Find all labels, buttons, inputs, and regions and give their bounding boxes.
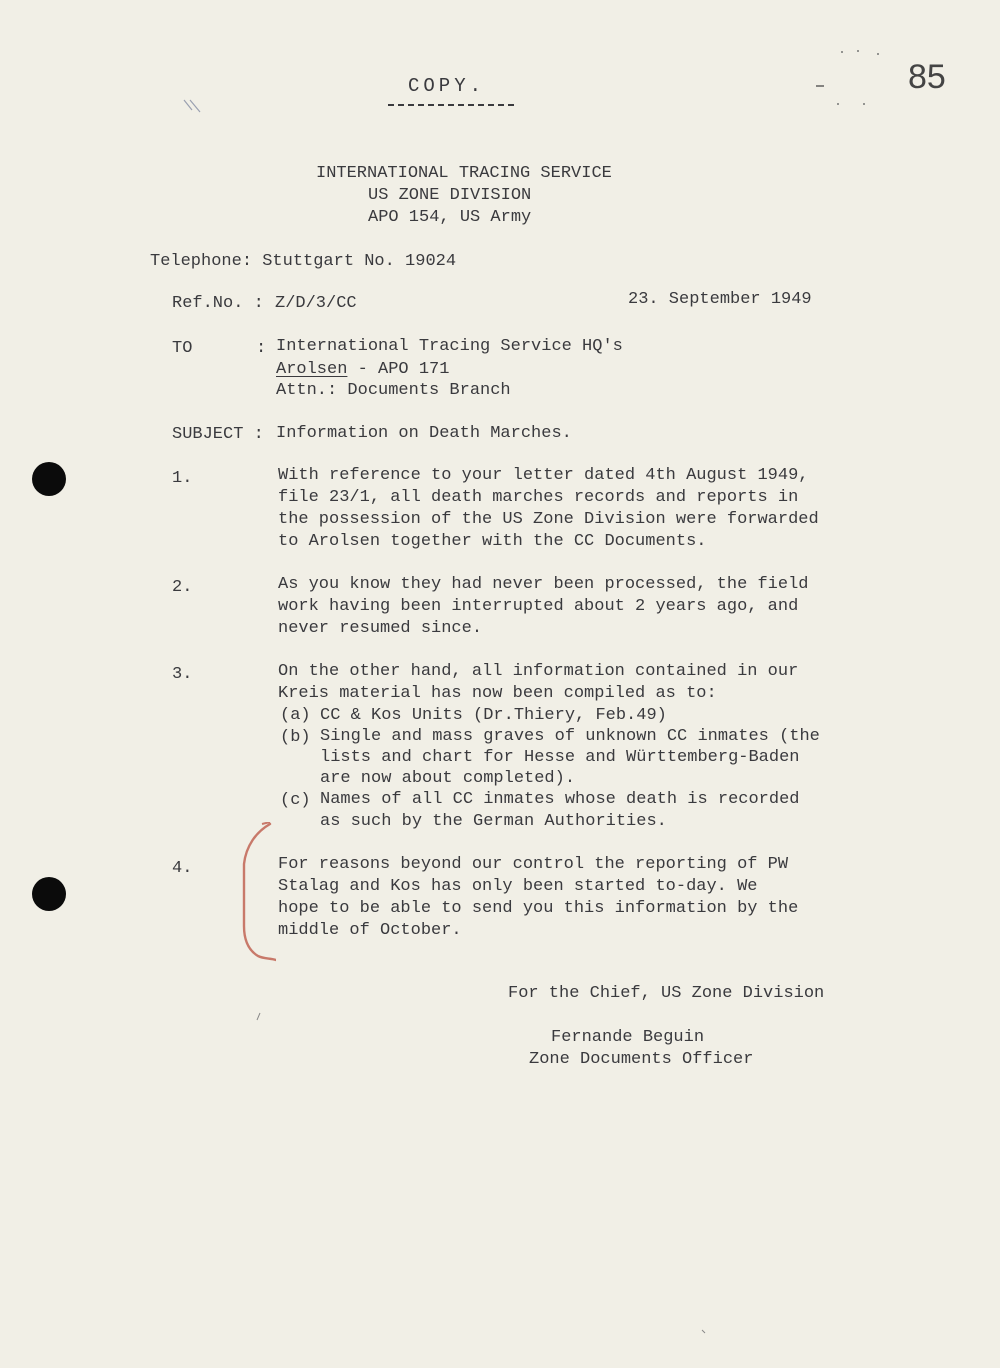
list-item-a-marker: (a) [280,706,311,725]
letter-date: 23. September 1949 [628,290,812,309]
subject-value: Information on Death Marches. [276,424,572,443]
list-item-a-line: CC & Kos Units (Dr.Thiery, Feb.49) [320,706,667,725]
to-attention: Attn.: Documents Branch [276,381,511,400]
paragraph-4-line: For reasons beyond our control the reporting of PW [278,855,789,874]
paragraph-4-line: Stalag and Kos has only been started to-day. We [278,877,758,896]
paragraph-2-line: work having been interrupted about 2 years ago, and [278,597,799,616]
ref-label: Ref.No. : [172,294,264,313]
paragraph-4-line: hope to be able to send you this information by the [278,899,799,918]
letterhead-line1: INTERNATIONAL TRACING SERVICE [316,164,612,183]
paragraph-1-line: the possession of the US Zone Division were forwarded [278,510,819,529]
list-item-c-line: Names of all CC inmates whose death is recorded [320,790,800,809]
paragraph-4-line: middle of October. [278,921,462,940]
list-item-b-marker: (b) [280,728,311,747]
paragraph-1-number: 1. [172,469,193,488]
list-item-b-line: are now about completed). [320,769,576,788]
to-line1: International Tracing Service HQ's [276,337,623,356]
small-tick-mark [254,1012,262,1022]
paragraph-2-line: never resumed since. [278,619,483,638]
letterhead-line2: US ZONE DIVISION [368,186,532,205]
paragraph-3-line: Kreis material has now been compiled as to: [278,684,717,703]
ref-value: Z/D/3/CC [275,294,357,313]
paragraph-1-line: to Arolsen together with the CC Documents. [278,532,707,551]
copy-underline [388,104,514,106]
signatory-title: Zone Documents Officer [529,1050,754,1069]
telephone-line: Telephone: Stuttgart No. 19024 [150,252,457,271]
to-apo: - APO 171 [347,360,450,379]
list-item-b-line: lists and chart for Hesse and Württemberg-Baden [320,748,800,767]
to-place: Arolsen [276,360,348,379]
pencil-mark [182,98,206,114]
closing-line: For the Chief, US Zone Division [508,984,825,1003]
copy-marker: COPY. [408,75,486,97]
to-separator: : [256,339,267,358]
small-dot-mark [700,1328,708,1336]
page-number: 85 [908,58,946,96]
paragraph-2-number: 2. [172,578,193,597]
subject-label: SUBJECT : [172,425,264,444]
paragraph-3-line: On the other hand, all information contained in our [278,662,799,681]
list-item-c-marker: (c) [280,791,311,810]
punch-hole-top [32,462,66,496]
paragraph-1-line: file 23/1, all death marches records and reports in [278,488,799,507]
punch-hole-bottom [32,877,66,911]
margin-dots [808,48,888,112]
red-pencil-bracket [236,822,276,962]
list-item-b-line: Single and mass graves of unknown CC inmates (the [320,727,820,746]
paragraph-3-number: 3. [172,665,193,684]
paragraph-1-line: With reference to your letter dated 4th August 1949, [278,466,809,485]
to-label: TO [172,339,193,358]
signatory-name: Fernande Beguin [551,1028,705,1047]
letterhead-line3: APO 154, US Army [368,208,532,227]
paragraph-2-line: As you know they had never been processed, the field [278,575,809,594]
paragraph-4-number: 4. [172,859,193,878]
list-item-c-line: as such by the German Authorities. [320,812,667,831]
to-line2 [276,359,449,381]
